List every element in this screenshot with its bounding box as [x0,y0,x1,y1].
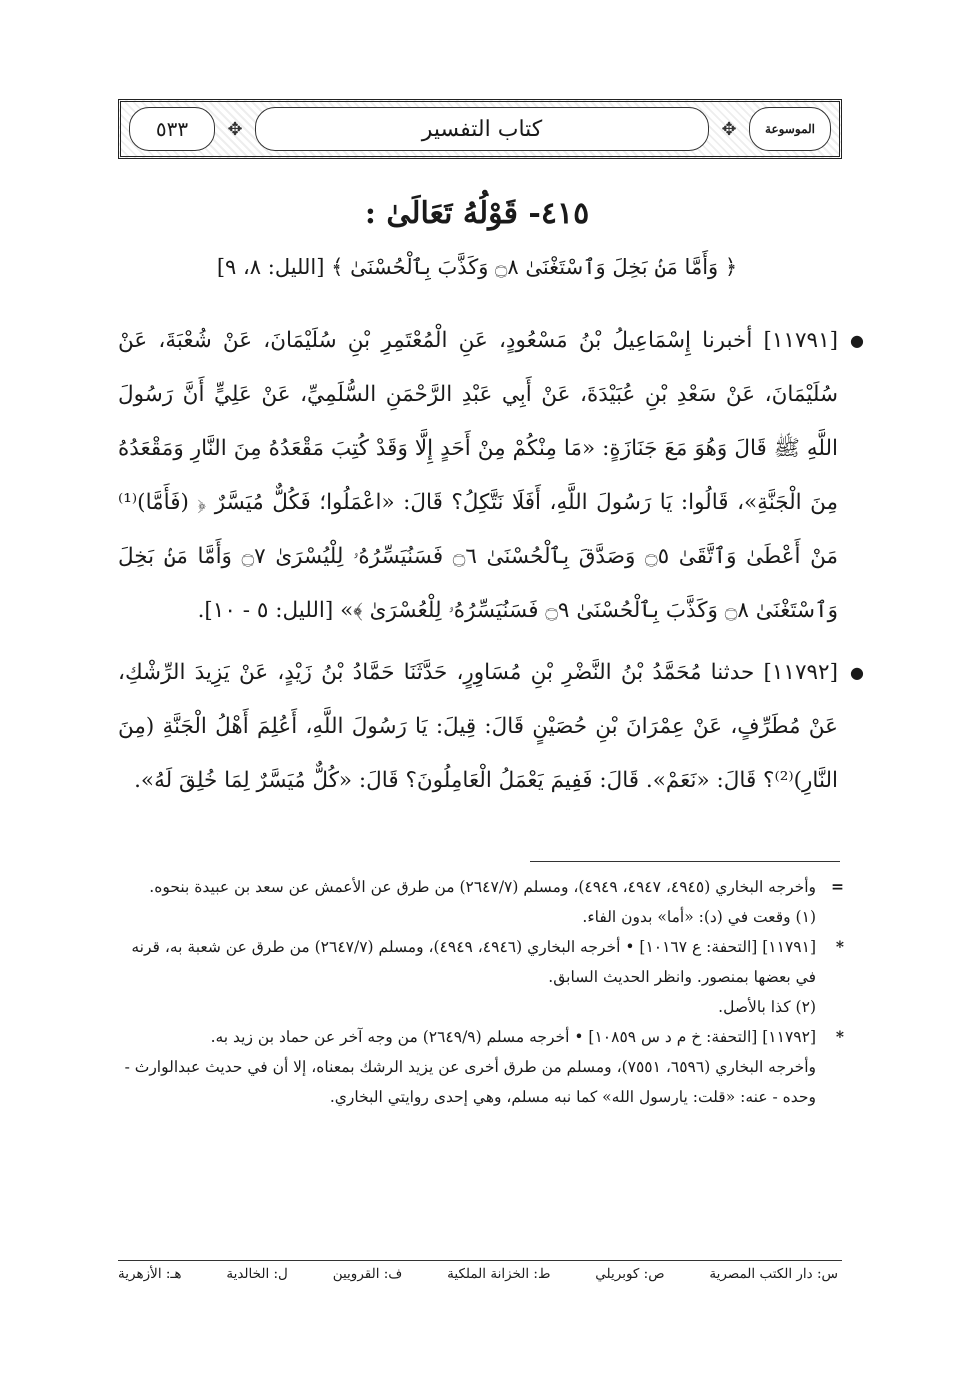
footnote: (٢) كذا بالأصل. [718,998,816,1016]
footnote: * [١١٧٩١] [التحفة: ع ١٠١٦٧] • أخرجه البخاري (٤٩٤٦، ٤٩٤٩)، ومسلم (٢٦٤٧/٧) من طرق عن شعبة به، قرنه في بعضها بمنصور. وانظر الحديث السابق. [131,937,844,986]
hadith-text: [١١٧٩١] أخبرنا إِسْمَاعِيلُ بْنُ مَسْعُودٍ، عَنِ الْمُعْتَمِرِ بْنِ سُلَيْمَانَ، عَنْ شُعْبَةَ، عَنْ سُلَيْمَانَ، عَنْ سَعْدِ بْنِ عُبَيْدَةَ، عَنْ أَبِي عَبْدِ الرَّحْمَنِ السُّلَمِيِّ، عَنْ عَلِيٍّ أَنَّ رَسُولَ اللَّهِ ﷺ قَالَ وَهُوَ مَعَ جَنَازَةٍ: «مَا مِنْكُمْ مِنْ أَحَدٍ إِلَّا وَقَدْ كُتِبَ مَقْعَدُهُ مِنَ النَّارِ وَمَقْعَدُهُ مِنَ الْجَنَّةِ»، قَالُوا: يَا رَسُولَ اللَّهِ، أَفَلَا نَتَّكِلُ؟ قَالَ: «اعْمَلُوا؛ فَكُلٌّ مُيَسَّرٌ ﴿ (فَأَمَّا)⁽¹⁾ مَنْ أَعْطَىٰ وَٱتَّقَىٰ ۝٥ وَصَدَّقَ بِٱلْحُسْنَىٰ ۝٦ فَسَنُيَسِّرُهُۥ لِلْيُسْرَىٰ ۝٧ وَأَمَّا مَنۢ بَخِلَ وَٱسْتَغْنَىٰ ۝٨ وَكَذَّبَ بِٱلْحُسْنَىٰ ۝٩ فَسَنُيَسِّرُهُۥ لِلْعُسْرَىٰ ﴾» [الليل: ٥ - ١٠]. [118,328,839,623]
legend-item: ف: القرويين [332,1266,403,1282]
ornament-icon: ✥ [721,118,737,140]
page-header [118,99,842,159]
footnote: وأخرجه البخاري (٦٥٩٦، ٧٥٥١)، ومسلم من طرق أخرى عن يزيد الرشك بمعناه، إلا أن في حديث عبدالوارث - وحده - عنه: «قلت: يارسول الله» كما نبه مسلم، وهي إحدى روايتي البخاري. [124,1058,816,1106]
legend-item: ص: كوبريلي [595,1266,665,1282]
hadith-text: [١١٧٩٢] حدثنا مُحَمَّدُ بْنُ النَّضْرِ بْنِ مُسَاوِرٍ، حَدَّثَنَا حَمَّادُ بْنُ زَيْدٍ، عَنْ يَزِيدَ الرِّشْكِ، عَنْ مُطَرِّفٍ، عَنْ عِمْرَانَ بْنِ حُصَيْنٍ قَالَ: قِيلَ: يَا رَسُولَ اللَّهِ، أَعُلِمَ أَهْلُ الْجَنَّةِ (مِنَ النَّارِ)⁽²⁾؟ قَالَ: «نَعَمْ». قَالَ: فَفِيمَ يَعْمَلُ الْعَامِلُونَ؟ قَالَ: «كُلٌّ مُيَسَّرٌ لِمَا خُلِقَ لَهُ». [118,660,838,793]
legend-item: س: دار الكتب المصرية [709,1266,838,1282]
main-text [118,314,864,816]
legend-item: ل: الخالدية [226,1266,288,1282]
legend-item: ط: الخزانة الملكية [447,1266,551,1282]
section-title: ٤١٥- قَوْلُهُ تَعَالَىٰ : [364,196,590,231]
bullet-icon: ● [850,331,864,350]
legend-item: هـ: الأزهرية [118,1266,182,1282]
footnote: (١) وقعت في (د): «أما» بدون الفاء. [582,908,816,926]
hadith-paragraph [118,314,864,638]
hadith-paragraph [118,646,864,808]
manuscript-legend [118,1266,838,1282]
quran-verse: ﴿ وَأَمَّا مَنۢ بَخِلَ وَٱسْتَغْنَىٰ ۝٨ وَكَذَّبَ بِٱلْحُسْنَىٰ ﴾ [الليل: ٨، ٩] [216,255,738,279]
footnote-divider [530,861,840,862]
book-title: كتاب التفسير [255,107,709,151]
page-number: ٥٣٣ [129,107,215,151]
legend-divider [118,1260,842,1261]
bullet-icon: ● [850,663,864,682]
footnote: = وأخرجه البخاري (٤٩٤٥، ٤٩٤٧، ٤٩٤٩)، ومسلم (٢٦٤٧/٧) من طرق عن الأعمش عن سعد بن عبيدة بنحوه. [149,877,844,896]
book-logo: الموسوعة [749,107,831,151]
footnotes [118,872,844,1112]
ornament-icon: ✥ [227,118,243,140]
footnote: * [١١٧٩٢] [التحفة: خ م د س ١٠٨٥٩] • أخرجه مسلم (٢٦٤٩/٩) من وجه آخر عن حماد بن زيد به. [210,1027,844,1046]
